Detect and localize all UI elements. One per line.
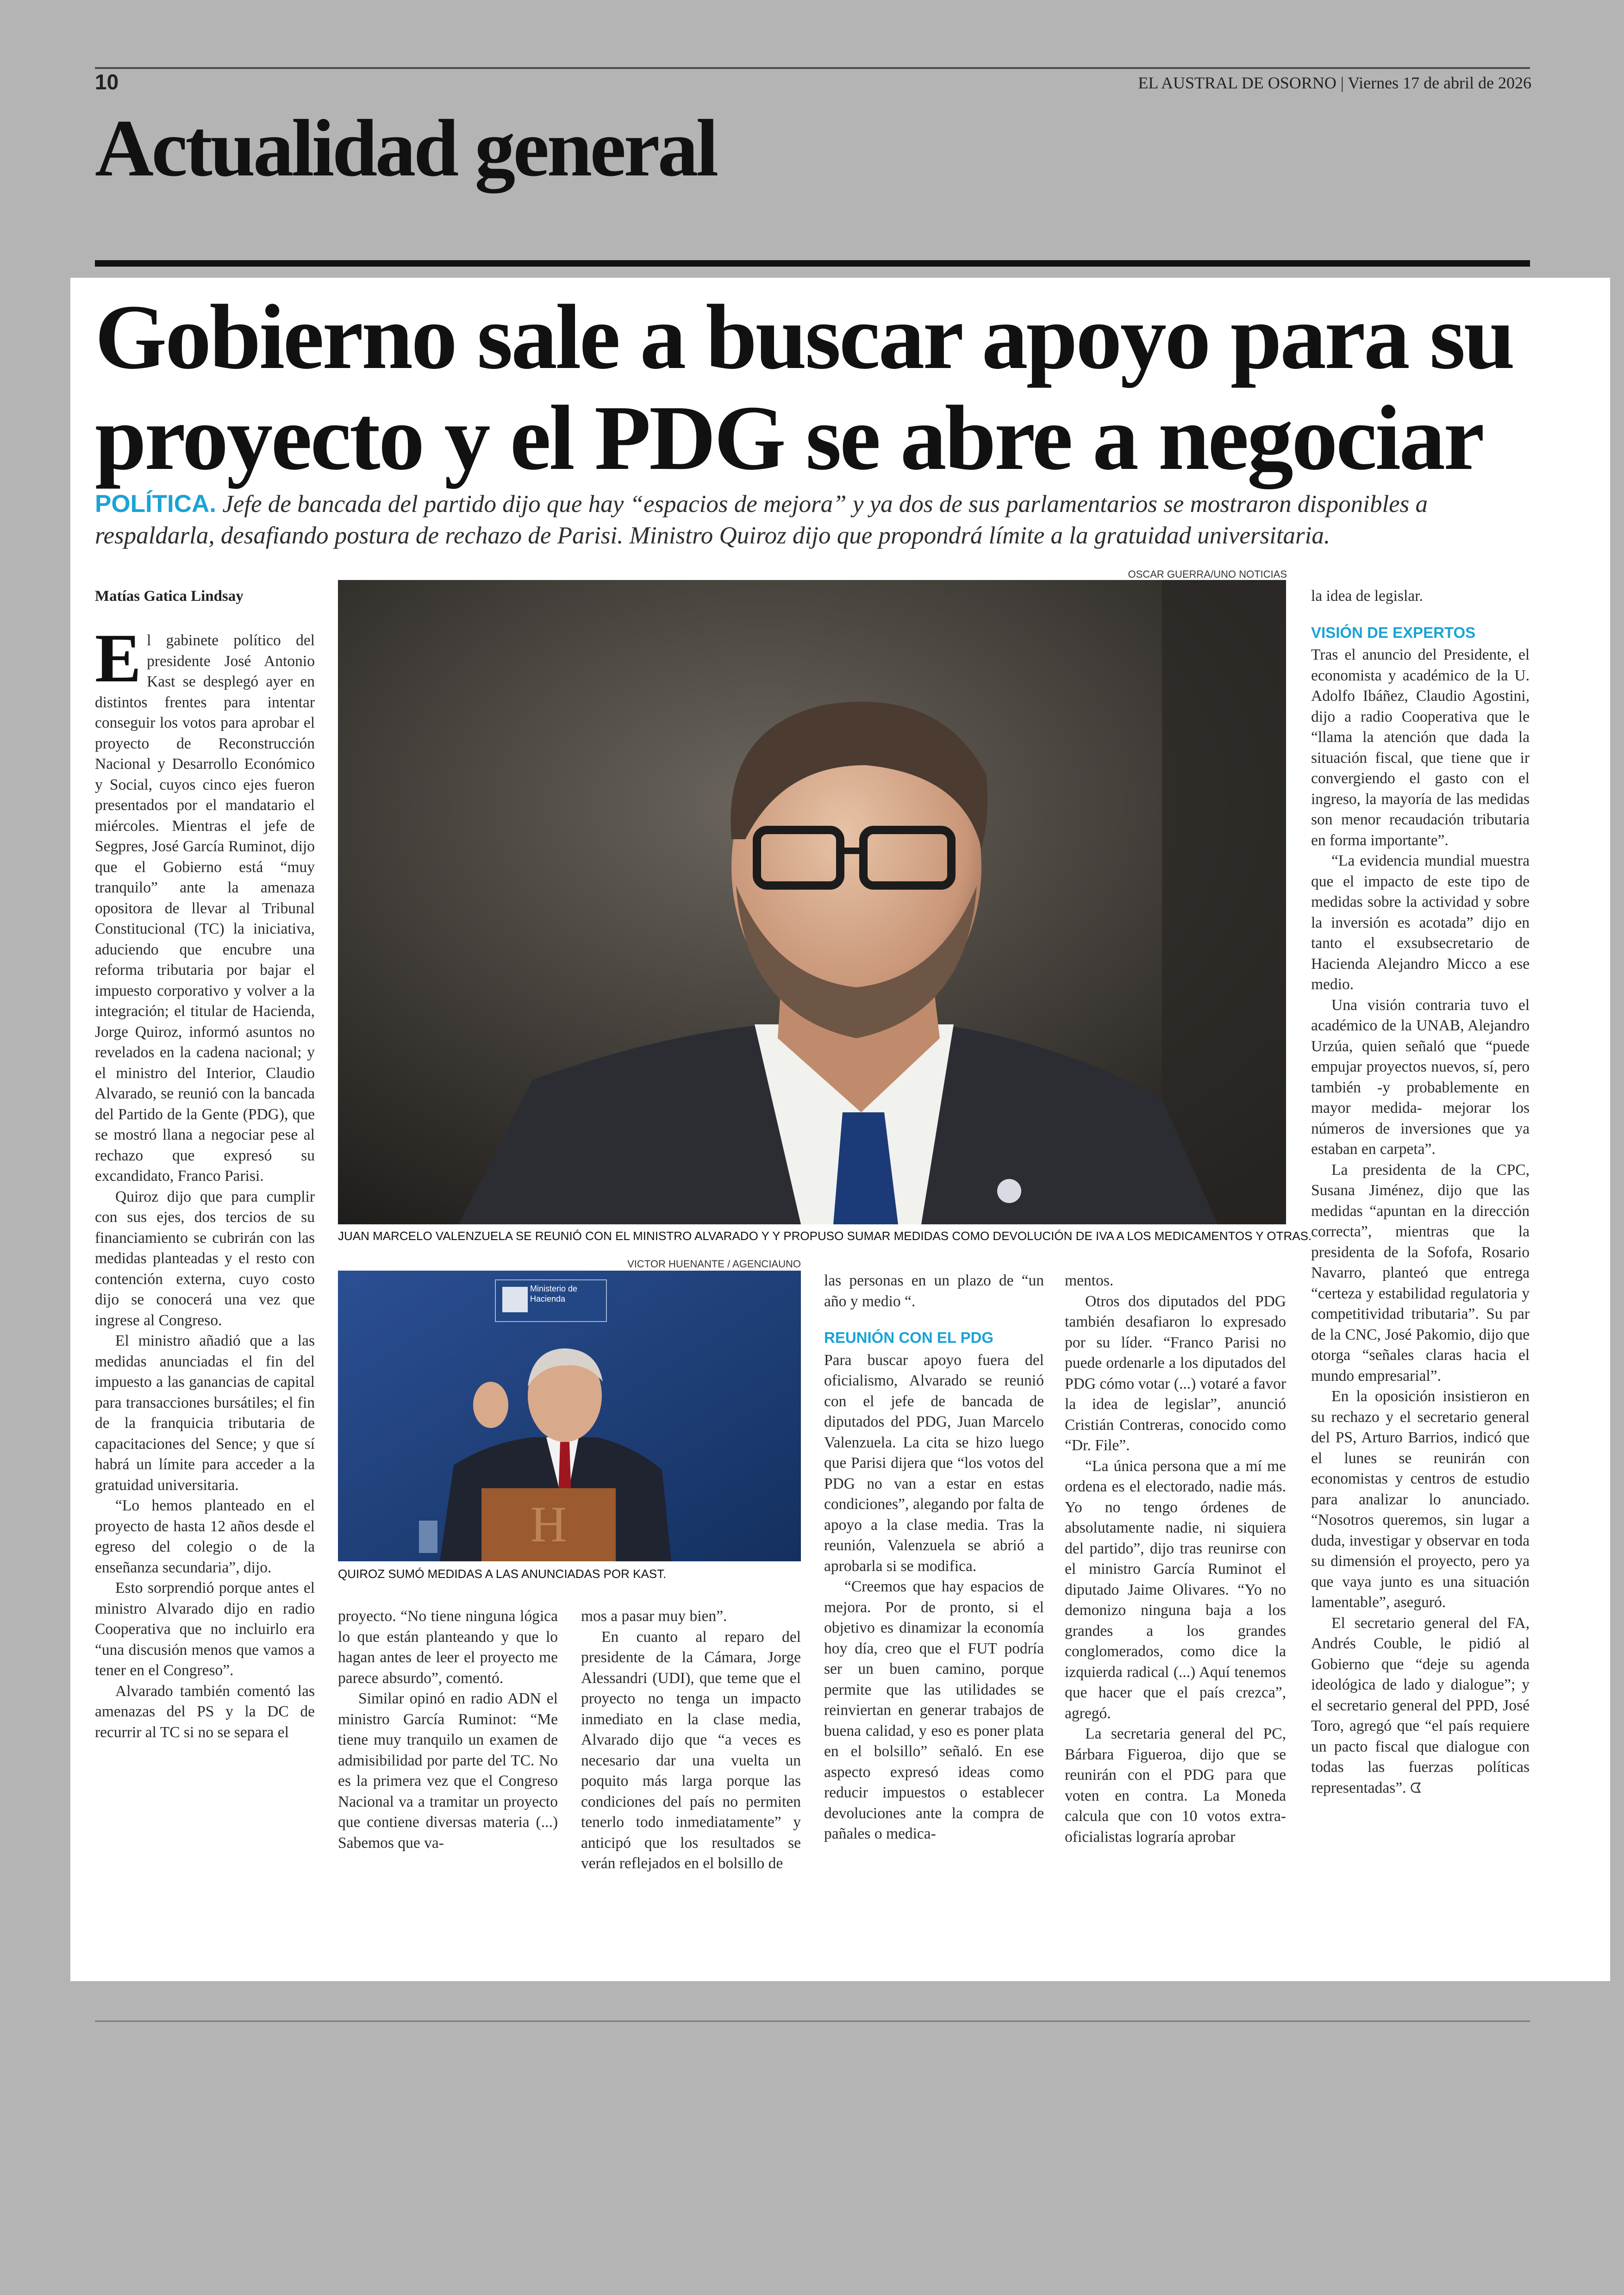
col1-paragraph-2: Quiroz dijo que para cumplir con sus ejes, dos tercios de su financiamiento se cubrirán con las medidas planteadas y el resto con contención externa, cuyo costo dijo se conocerá una vez que ingrese al Congreso. [95,1188,315,1329]
headline-line-2: proyecto y el PDG se abre a negociar [95,387,1483,489]
col1-paragraph-3: El ministro añadió que a las medidas anunciadas el fin del impuesto a las ganancias de capital para transacciones bursátiles; el fin de la franquicia tributaria de capacitaciones del Sence; y que sí habrá un límite para acceder a la gratuidad universitaria. [95,1332,315,1494]
col6-paragraph-6: En la oposición insistieron en su rechazo y el secretario general del PS, Arturo Barrios, indicó que el lunes se reunirán con economistas y centros de estudio para analizar lo anunciado. “Nosotros queremos, sin lugar a duda, investigar y observar en toda su dimensión el proyecto, pero ya que vaya junto es una situación lamentable”, aseguró. [1311,1388,1530,1611]
column-3 [581,1606,801,1874]
col6-paragraph-5: La presidenta de la CPC, Susana Jiménez, dijo que las medidas “apuntan en la dirección correcta”, mientras que la presidenta de la Sofofa, Rosario Navarro, planteó que entrega “certeza y estabilidad regulatoria y competitividad tributaria”. Su par de la CNC, José Pakomio, dijo que otorga “señales claras hacia el mundo empresarial”. [1311,1161,1530,1384]
svg-text:H: H [530,1496,567,1553]
headline-line-1: Gobierno sale a buscar apoyo para su [95,286,1513,388]
col4-paragraph-1: las personas en un plazo de “un año y medio “. [824,1272,1044,1310]
col6-paragraph-7 [1311,1613,1530,1799]
deck-text: Jefe de bancada del partido dijo que hay “espacios de mejora” y ya dos de sus parlamentarios se mostraron disponibles a respaldarla, desafiando postura de rechazo de Parisi. Ministro Quiroz dijo que propondrá límite a la gratuidad universitaria. [95,491,1428,549]
deck-tag: POLÍTICA. [95,490,217,518]
page-number: 10 [95,70,119,94]
column-1 [95,620,315,1743]
main-photo [338,580,1286,1224]
section-rule [95,260,1530,267]
photo2-caption: QUIROZ SUMÓ MEDIDAS A LAS ANUNCIADAS POR KAST. [338,1567,667,1581]
byline: Matías Gatica Lindsay [95,588,244,605]
col3-paragraph-1: mos a pasar muy bien”. [581,1608,727,1625]
end-mark-icon: ᗧ [1410,1780,1422,1796]
column-6 [1311,586,1530,1799]
deck [95,488,1530,551]
portrait-illustration [338,580,1286,1224]
column-5 [1065,1271,1286,1847]
subhead-expertos: VISIÓN DE EXPERTOS [1311,624,1476,641]
col2-paragraph-1: proyecto. “No tiene ninguna lógica lo que están planteando y que lo hagan antes de leer el proyecto me parece absurdo”, comentó. [338,1608,558,1687]
col5-paragraph-3: “La única persona que a mí me ordena es el electorado, nadie más. Yo no tengo órdenes de absolutamente nadie, ni siquiera del partido”, dijo tras reunirse con el ministro García Ruminot el diputado Jaime Olivares. “Yo no demonizo ninguna baja a los grandes a los grandes conglomerados, como dice la izquierda radical (...) Aquí tenemos que hacer que el país crezca”, agregó. [1065,1457,1286,1722]
col3-paragraph-2: En cuanto al reparo del presidente de la Cámara, Jorge Alessandri (UDI), que teme que el proyecto no tenga un impacto inmediato en la clase media, Alvarado dijo que “a veces es necesario dar una vuelta un poquito más larga porque las condiciones del país no permiten tenerlo todo inmediatamente” y anticipó que los resultados se verán reflejados en el bolsillo de [581,1628,801,1872]
photo1-credit: OSCAR GUERRA/UNO NOTICIAS [1128,568,1287,580]
top-rule [95,67,1530,69]
masthead: EL AUSTRAL DE OSORNO | Viernes 17 de abril de 2026 [1138,74,1531,92]
col4-paragraph-3: “Creemos que hay espacios de mejora. Por de pronto, si el objetivo es dinamizar la economía hoy día, creo que el FUT podría ser un buen camino, porque permite que las utilidades se reinviertan en generar trabajos de buena calidad, y eso es poner plata en el bolsillo” señaló. En ese aspecto expresó ideas como reducir impuestos o establecer devoluciones ante la compra de pañales o medica- [824,1578,1044,1842]
col1-paragraph-5: Esto sorprendió porque antes el ministro Alvarado dijo en radio Cooperativa que no incluirlo era “una discusión menos que vamos a tener en el Congreso”. [95,1579,315,1679]
secondary-photo [338,1271,801,1561]
column-4 [824,1271,1044,1845]
col6-paragraph-1: la idea de legislar. [1311,587,1423,605]
col1-paragraph-1: l gabinete político del presidente José Antonio Kast se desplegó ayer en distintos frentes para intentar conseguir los votos para aprobar el proyecto de Reconstrucción Nacional y Desarrollo Económico y Social, cuyos cinco ejes fueron presentados por el mandatario el miércoles. Mientras el jefe de Segpres, José García Ruminot, dijo que el Gobierno está “muy tranquilo” ante la amenaza opositora de llevar al Tribunal Constitucional (TC) la iniciativa, aduciendo que encubre una reforma tributaria por bajar el impuesto corporativo y volver a la integración; el titular de Hacienda, Jorge Quiroz, informó asuntos no revelados en la cadena nacional; y el ministro del Interior, Claudio Alvarado, se reunió con la bancada del Partido de la Gente (PDG), que se mostró llana a negociar pese al rechazo que expresó su excandidato, Franco Parisi. [95,632,315,1185]
col5-paragraph-2: Otros dos diputados del PDG también desafiaron lo expresado por su líder. “Franco Parisi no puede ordenarle a los diputados del PDG cómo votar (...) votaré a favor la idea de legislar”, anunció Cristián Contreras, conocido como “Dr. File”. [1065,1292,1286,1454]
col5-paragraph-4: La secretaria general del PC, Bárbara Figueroa, dijo que se reunirán con el PDG para que voten en contra. La Moneda calcula que con 10 votos extra-oficialistas lograría aprobar [1065,1725,1286,1846]
col6-paragraph-3: “La evidencia mundial muestra que el impacto de este tipo de medidas sobre la actividad y sobre la inversión es acotada” dijo en tanto el exsubsecretario de Hacienda Alejandro Micco a ese medio. [1311,852,1530,993]
col4-paragraph-2: Para buscar apoyo fuera del oficialismo, Alvarado se reunió con el jefe de bancada de diputados del PDG, Juan Marcelo Valenzuela. La cita se hizo luego que Parisi dijera que “los votos del PDG no van a estar en estas condiciones”, alegando por falta de apoyo a la clase media. Tras la reunión, Valenzuela se abrió a aprobarla si se modifica. [824,1351,1044,1575]
headline [95,287,1539,489]
col2-paragraph-2: Similar opinó en radio ADN el ministro García Ruminot: “Me tiene muy tranquilo un examen de admisibilidad por parte del TC. No es la primera vez que el Congreso Nacional va a tramitar un proyecto que contiene diversas materia (...) Sabemos que va- [338,1690,558,1852]
minister-podium-illustration [338,1271,801,1561]
col1-paragraph-4: “Lo hemos planteado en el proyecto de hasta 12 años desde el egreso del colegio o de la enseñanza secundaria”, dijo. [95,1497,315,1576]
column-2 [338,1606,558,1853]
subhead-reunion: REUNIÓN CON EL PDG [824,1329,994,1346]
col6-paragraph-7-text: El secretario general del FA, Andrés Couble, le pidió al Gobierno que “deje su agenda ideológica de lado y dialogue”; y el secretario general del PPD, José Toro, agregó que “el país requiere un pacto fiscal que dialogue con todas las fuerzas políticas representadas”. [1311,1614,1530,1796]
col1-paragraph-6: Alvarado también comentó las amenazas del PS y la DC de recurrir al TC si no se separa el [95,1682,315,1741]
photo2-credit: VICTOR HUENANTE / AGENCIAUNO [627,1258,801,1270]
section-title: Actualidad general [95,103,717,193]
col5-paragraph-1: mentos. [1065,1272,1114,1289]
dropcap: E [95,620,142,697]
col6-paragraph-2: Tras el anuncio del Presidente, el economista y académico de la U. Adolfo Ibáñez, Claudio Agostini, dijo a radio Cooperativa que le “llama la atención que dada la situación fiscal, que tiene que ir convergiendo el gasto con el ingreso, la mayoría de las medidas son menor recaudación tributaria en forma importante”. [1311,646,1530,849]
photo1-caption: JUAN MARCELO VALENZUELA SE REUNIÓ CON EL MINISTRO ALVARADO Y Y PROPUSO SUMAR MEDIDAS COMO DEVOLUCIÓN DE IVA A LOS MEDICAMENTOS Y OTRAS. [338,1229,1312,1243]
bottom-rule [95,2021,1530,2022]
photo2-banner-text: Ministerio de Hacienda [530,1284,578,1303]
col6-paragraph-4: Una visión contraria tuvo el académico de la UNAB, Alejandro Urzúa, quien señaló que “puede empujar proyectos nuevos, sí, pero también -y probablemente en mayor medida- mejorar los números de inversiones que ya estaban en carpeta”. [1311,996,1530,1158]
